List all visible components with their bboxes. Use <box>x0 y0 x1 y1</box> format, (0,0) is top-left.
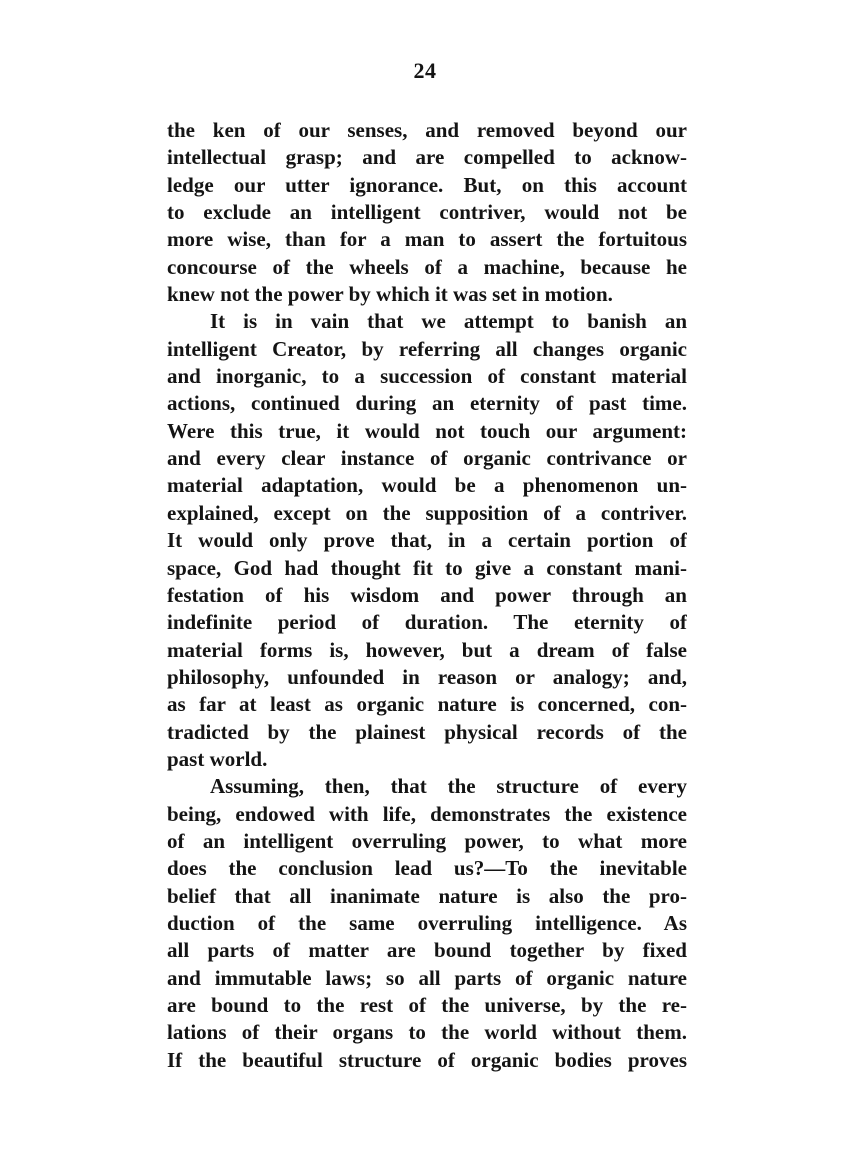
text-line: ledge our utter ignorance. But, on this account <box>167 172 687 197</box>
text-line: more wise, than for a man to assert the fortuitous <box>167 227 687 252</box>
text-line: indefinite period of duration. The eternity of <box>167 610 687 635</box>
text-line: festation of his wisdom and power through an <box>167 582 687 607</box>
text-line: the ken of our senses, and removed beyond our <box>167 118 687 142</box>
text-line: Were this true, it would not touch our argument: <box>167 418 687 443</box>
text-line: intelligent Creator, by referring all changes organic <box>167 336 687 361</box>
text-line: space, God had thought fit to give a constant mani- <box>167 555 687 580</box>
text-line: concourse of the wheels of a machine, because he <box>167 254 687 279</box>
text-line: all parts of matter are bound together by fixed <box>167 938 687 963</box>
page-number: 24 <box>413 58 437 83</box>
text-line: explained, except on the supposition of a contriver. <box>167 500 687 525</box>
text-line: It would only prove that, in a certain portion of <box>167 528 687 553</box>
text-line: intellectual grasp; and are compelled to acknow- <box>167 145 687 170</box>
text-line: does the conclusion lead us?—To the inevitable <box>167 856 687 881</box>
text-line: material forms is, however, but a dream of false <box>167 637 687 662</box>
text-line: are bound to the rest of the universe, by the re- <box>167 993 687 1017</box>
text-line: tradicted by the plainest physical records of the <box>167 719 687 744</box>
text-line: If the beautiful structure of organic bodies proves <box>167 1047 687 1072</box>
text-line: philosophy, unfounded in reason or analogy; and, <box>167 664 687 689</box>
body-text <box>167 117 687 1074</box>
text-line: belief that all inanimate nature is also the pro- <box>167 883 687 908</box>
text-line: actions, continued during an eternity of past time. <box>167 391 687 416</box>
text-line: It is in vain that we attempt to banish an <box>210 309 687 334</box>
text-line: as far at least as organic nature is concerned, con- <box>167 692 687 717</box>
text-line: material adaptation, would be a phenomenon un- <box>167 473 687 498</box>
text-line: duction of the same overruling intelligence. As <box>167 910 687 935</box>
text-line: to exclude an intelligent contriver, would not be <box>167 200 687 225</box>
text-line: lations of their organs to the world without them. <box>167 1020 687 1045</box>
text-line: of an intelligent overruling power, to what more <box>167 828 687 853</box>
text-line: and every clear instance of organic contrivance or <box>167 446 687 471</box>
text-line: knew not the power by which it was set in motion. <box>167 282 613 307</box>
text-line: and immutable laws; so all parts of organic nature <box>167 965 687 990</box>
text-line: being, endowed with life, demonstrates the existence <box>167 801 687 826</box>
text-line: and inorganic, to a succession of constant material <box>167 364 687 389</box>
text-line: past world. <box>167 746 268 771</box>
text-line: Assuming, then, that the structure of every <box>210 774 687 799</box>
